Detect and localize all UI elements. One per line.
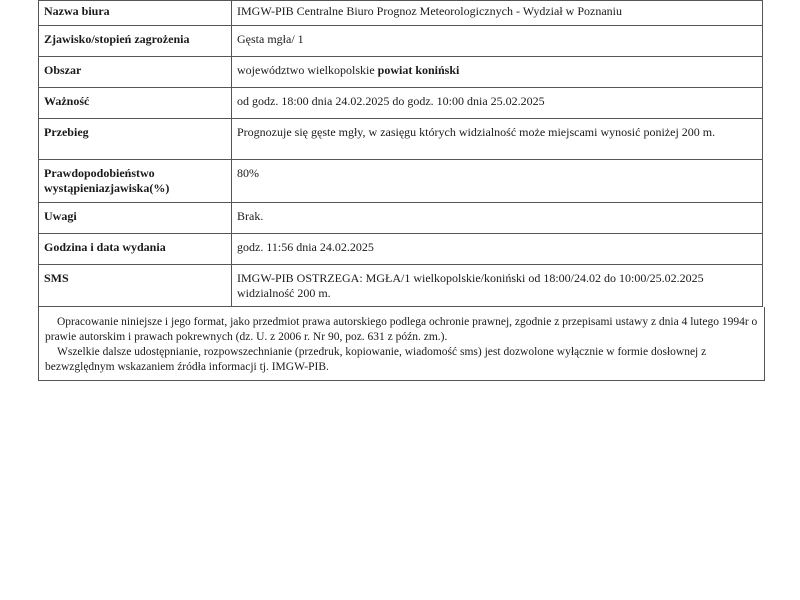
table-row	[39, 234, 763, 265]
table-row	[39, 160, 763, 203]
warning-table	[38, 0, 763, 307]
row-label-validity: Ważność	[39, 88, 232, 119]
row-value-phenomenon: Gęsta mgła/ 1	[232, 26, 763, 57]
row-label-issued: Godzina i data wydania	[39, 234, 232, 265]
table-row	[39, 119, 763, 160]
table-row	[39, 203, 763, 234]
area-county: powiat koniński	[377, 63, 460, 77]
row-label-office: Nazwa biura	[39, 1, 232, 26]
row-value-probability: 80%	[232, 160, 763, 203]
table-row	[39, 88, 763, 119]
row-value-office: IMGW-PIB Centralne Biuro Prognoz Meteorologicznych - Wydział w Poznaniu	[232, 1, 763, 26]
area-voivodeship: województwo wielkopolskie	[237, 63, 375, 77]
row-value-notes: Brak.	[232, 203, 763, 234]
table-row	[39, 265, 763, 307]
row-label-probability: Prawdopodobieństwo wystąpieniazjawiska(%)	[39, 160, 232, 203]
redistribution-paragraph: Wszelkie dalsze udostępnianie, rozpowszechnianie (przedruk, kopiowanie, wiadomość sms) jest dozwolone wyłącznie w formie dosłownej z bezwzględnym wskazaniem źródła informacji tj. IMGW-PIB.	[45, 346, 707, 373]
copyright-paragraph: Opracowanie niniejsze i jego format, jako przedmiot prawa autorskiego podlega ochronie prawnej, zgodnie z przepisami ustawy z dnia 4 lutego 1994r o prawie autorskim i prawach pokrewnych (dz. U. z 2006 r. Nr 90, poz. 631 z późn. zm.).	[45, 316, 758, 343]
row-value-validity: od godz. 18:00 dnia 24.02.2025 do godz. 10:00 dnia 25.02.2025	[232, 88, 763, 119]
warning-document	[38, 0, 763, 381]
table-row	[39, 26, 763, 57]
row-label-phenomenon: Zjawisko/stopień zagrożenia	[39, 26, 232, 57]
row-label-area: Obszar	[39, 57, 232, 88]
row-label-notes: Uwagi	[39, 203, 232, 234]
row-value-area	[232, 57, 763, 88]
row-value-course: Prognozuje się gęste mgły, w zasięgu których widzialność może miejscami wynosić poniżej 200 m.	[232, 119, 763, 160]
row-value-sms: IMGW-PIB OSTRZEGA: MGŁA/1 wielkopolskie/koniński od 18:00/24.02 do 10:00/25.02.2025 widzialność 200 m.	[232, 265, 763, 307]
row-label-sms: SMS	[39, 265, 232, 307]
table-row	[39, 57, 763, 88]
row-label-course: Przebieg	[39, 119, 232, 160]
table-row	[39, 1, 763, 26]
row-value-issued: godz. 11:56 dnia 24.02.2025	[232, 234, 763, 265]
copyright-notice	[38, 307, 765, 381]
